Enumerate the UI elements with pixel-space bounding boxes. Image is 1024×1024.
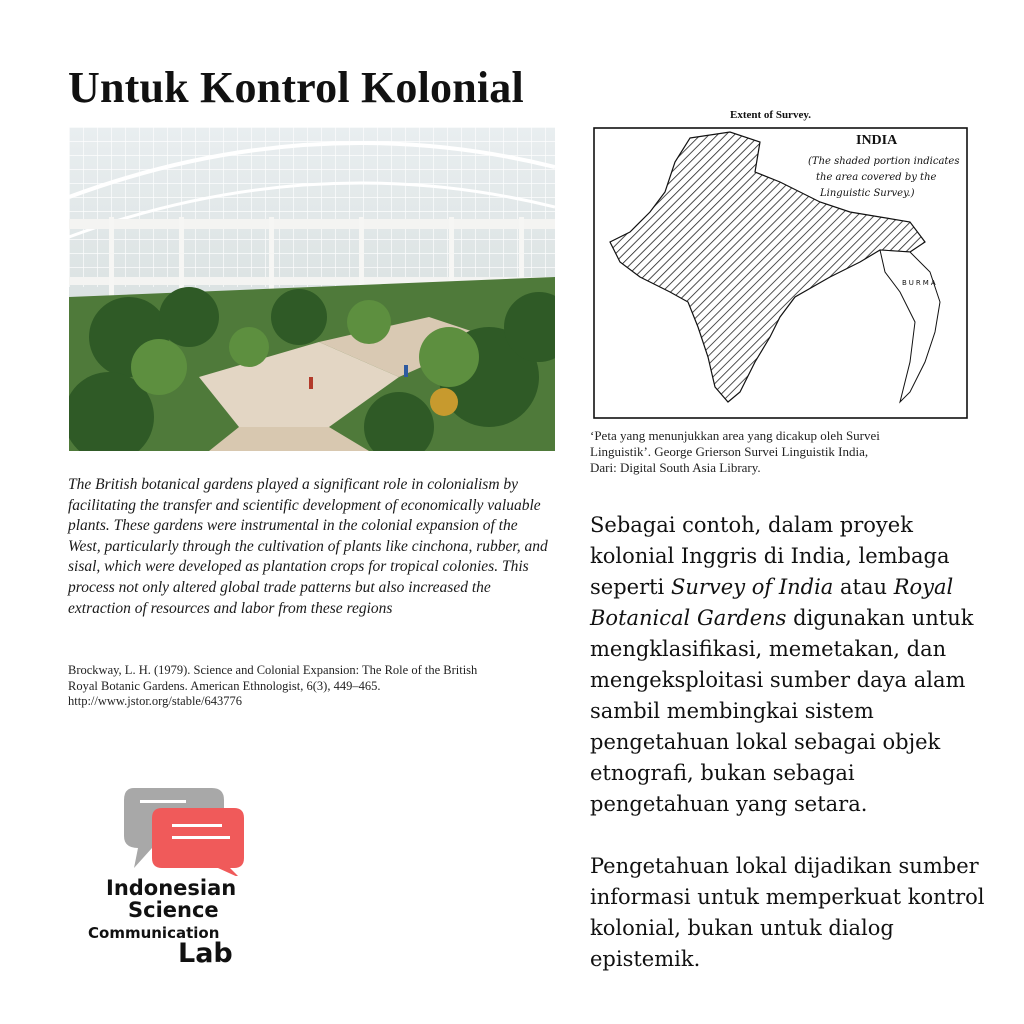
- linguistic-survey-map: [580, 102, 970, 422]
- page-title: Untuk Kontrol Kolonial: [68, 63, 524, 112]
- map-country-label: INDIA: [856, 133, 898, 148]
- photo-caption: The British botanical gardens played a significant role in colonialism by facilitating the transfer and scientific development of economically valuable plants. These gardens were instrumental in the colonial expansion of the West, particularly through the cultivation of plants like cinchona, rubber, and sisal, which were developed as plantation crops for tropical colonies. This process not only altered global trade patterns but also increased the extraction of resources and labor from these regions: [68, 476, 548, 617]
- logo-word-science: Science: [128, 898, 219, 922]
- map-caption: [590, 428, 980, 476]
- map-region-label: BURMA: [902, 279, 938, 287]
- reference-line: Brockway, L. H. (1979). Science and Colonial Expansion: The Role of the British: [68, 663, 478, 677]
- greenhouse-photo: [69, 127, 555, 451]
- map-legend-line-3: Linguistic Survey.): [820, 188, 915, 199]
- body-text: [590, 510, 1000, 975]
- body-text-span: atau: [833, 575, 894, 599]
- reference-link[interactable]: http://www.jstor.org/stable/643776: [68, 694, 242, 708]
- body-text-span: digunakan untuk mengklasifikasi, memetakan, dan mengeksploitasi sumber daya alam sambil membingkai sistem pengetahuan lokal sebagai objek etnografi, bukan sebagai pengetahuan yang setara.: [590, 606, 974, 816]
- logo-word-indonesian: Indonesian: [106, 876, 237, 900]
- logo-word-communication: Communication: [88, 924, 220, 942]
- map-caption-line: Linguistik’. George Grierson Survei Linguistik India,: [590, 444, 869, 459]
- chat-bubbles-icon: [122, 786, 246, 876]
- logo-word-lab: Lab: [178, 938, 233, 969]
- map-caption-line: Dari: Digital South Asia Library.: [590, 460, 761, 475]
- iscl-logo: [86, 786, 256, 969]
- body-paragraph-2: Pengetahuan lokal dijadikan sumber informasi untuk memperkuat kontrol kolonial, bukan untuk dialog epistemik.: [590, 854, 985, 971]
- royal-botanical-gardens-term: Royal Botanical Gardens: [590, 575, 954, 630]
- map-legend-line-1: (The shaded portion indicates: [808, 156, 960, 167]
- reference-line: Royal Botanic Gardens. American Ethnologist, 6(3), 449–465.: [68, 678, 381, 693]
- body-paragraph-1: [590, 510, 1000, 820]
- survey-of-india-term: Survey of India: [670, 575, 834, 599]
- map-heading: Extent of Survey.: [730, 109, 811, 121]
- map-caption-line: ‘Peta yang menunjukkan area yang dicakup oleh Survei: [590, 428, 880, 443]
- map-legend-line-2: the area covered by the: [816, 172, 937, 183]
- reference-citation: [68, 663, 554, 710]
- body-text-span: Sebagai contoh, dalam proyek kolonial Inggris di India, lembaga seperti: [590, 513, 950, 599]
